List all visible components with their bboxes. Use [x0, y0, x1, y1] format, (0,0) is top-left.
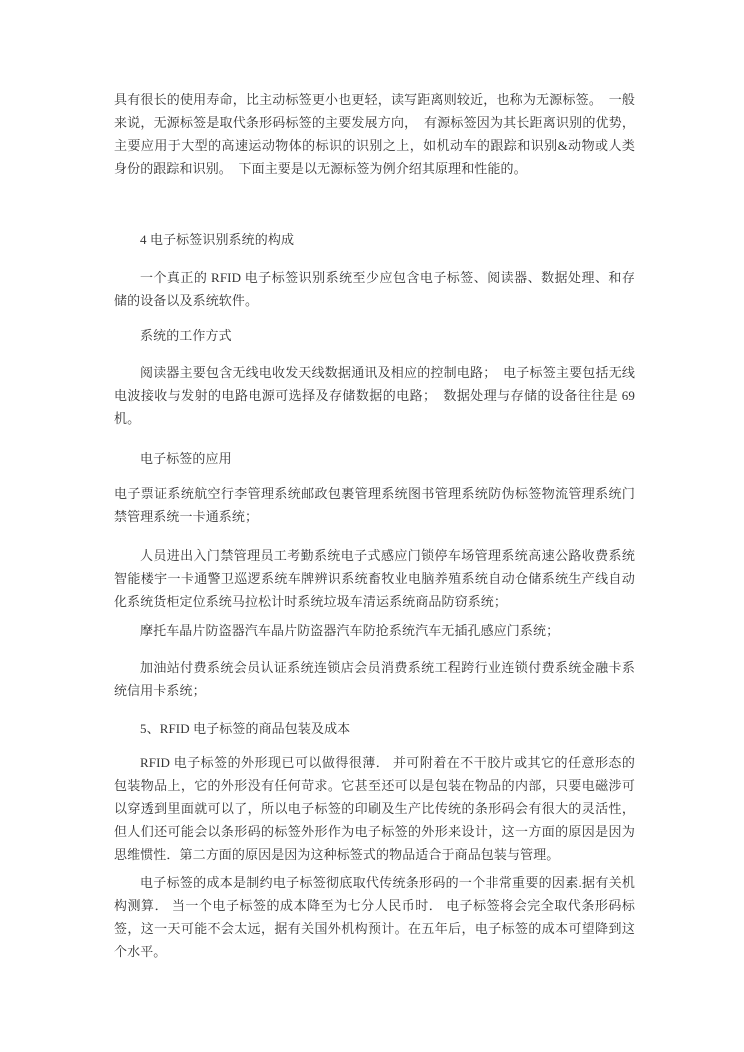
paragraph-passive-tag-intro: 具有很长的使用寿命，比主动标签更小也更轻，读写距离则较近，也称为无源标签。 一般来说，无源标签是取代条形码标签的主要发展方向， 有源标签因为其长距离识别的优势，主要应用于大型的高速运动物体的标识的识别之上，如机动车的跟踪和识别&动物或人类身份的跟踪和识别。 下面主要是以无源标签为例介绍其原理和性能的。 — [114, 92, 635, 176]
paragraph-tag-cost: 电子标签的成本是制约电子标签彻底取代传统条形码的一个非常重要的因素.据有关机构测算． 当一个电子标签的成本降至为七分人民币时． 电子标签将会完全取代条形码标签，这一天可能不会太远，据有关国外机构预计。在五年后，电子标签的成本可望降到这个水平。 — [114, 875, 635, 959]
paragraph-applications-list-2: 人员进出入门禁管理员工考勤系统电子式感应门锁停车场管理系统高速公路收费系统智能楼宇一卡通警卫巡逻系统车牌辨识系统畜牧业电脑养殖系统自动仓储系统生产线自动化系统货柜定位系统马拉松计时系统垃圾车清运系统商品防窃系统； — [114, 548, 635, 609]
heading-section-5-packaging-cost: 5、RFID 电子标签的商品包装及成本 — [140, 721, 351, 736]
heading-tag-applications: 电子标签的应用 — [140, 451, 232, 466]
paragraph-tag-packaging: RFID 电子标签的外形现已可以做得很薄． 并可附着在不干胶片或其它的任意形态的包装物品上，它的外形没有任何苛求。它甚至还可以是包装在物品的内部，只要电磁涉可以穿透到里面就可以了，所以电子标签的印刷及生产比传统的条形码会有很大的灵活性，但人们还可能会以条形码的标签外形作为电子标签的外形来设计，这一方面的原因是因为思维惯性．第二方面的原因是因为这种标签式的物品适合于商品包装与管理。 — [114, 755, 635, 862]
paragraph-applications-list-4: 加油站付费系统会员认证系统连锁店会员消费系统工程跨行业连锁付费系统金融卡系统信用卡系统； — [114, 660, 635, 698]
heading-system-working-mode: 系统的工作方式 — [140, 328, 232, 343]
paragraph-rfid-system-components: 一个真正的 RFID 电子标签识别系统至少应包含电子标签、阅读器、数据处理、和存储的设备以及系统软件。 — [114, 270, 635, 308]
paragraph-applications-list-1: 电子票证系统航空行李管理系统邮政包裹管理系统图书管理系统防伪标签物流管理系统门禁管理系统一卡通系统； — [114, 486, 635, 524]
heading-section-4-system-composition: 4 电子标签识别系统的构成 — [140, 232, 295, 247]
paragraph-applications-list-3: 摩托车晶片防盗器汽车晶片防盗器汽车防抢系统汽车无插孔感应门系统； — [140, 623, 560, 638]
paragraph-reader-and-tag-circuits: 阅读器主要包含无线电收发天线数据通讯及相应的控制电路； 电子标签主要包括无线电波接收与发射的电路电源可选择及存储数据的电路； 数据处理与存储的设备往往是 69 机。 — [114, 365, 635, 426]
